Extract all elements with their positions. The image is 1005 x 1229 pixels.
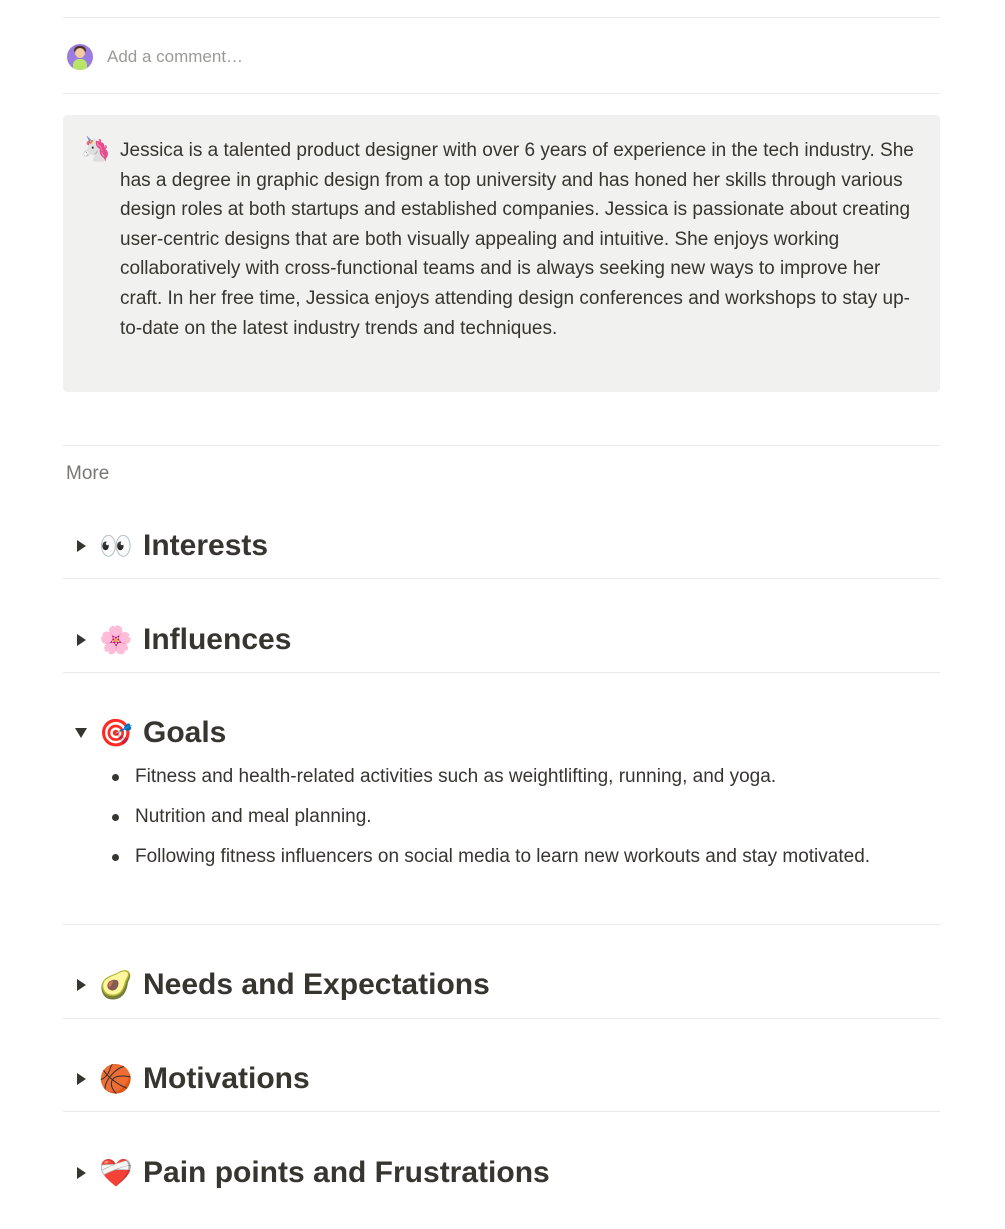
toggle-needs-and-expectations[interactable] [63, 962, 663, 1008]
avatar [67, 44, 93, 70]
mending-heart-icon: ❤️‍🩹 [99, 1158, 133, 1188]
divider [63, 17, 940, 18]
bullet-dot [112, 814, 119, 821]
toggle-arrow-down-icon[interactable] [63, 710, 97, 756]
heading-interests[interactable]: Interests [143, 529, 269, 562]
heading-needs-and-expectations[interactable]: Needs and Expectations [143, 968, 490, 1001]
bullet-dot [112, 854, 119, 861]
heading-influences[interactable]: Influences [143, 623, 292, 656]
divider [63, 445, 940, 446]
avocado-icon: 🥑 [99, 970, 133, 1000]
comment-row [67, 42, 607, 72]
toggle-influences[interactable] [63, 617, 663, 663]
toggle-arrow-right-icon[interactable] [63, 523, 97, 569]
divider [63, 1018, 940, 1019]
toggle-goals[interactable] [63, 710, 663, 756]
basketball-icon: 🏀 [99, 1064, 133, 1094]
toggle-arrow-right-icon[interactable] [63, 617, 97, 663]
cherry-blossom-icon: 🌸 [99, 625, 133, 655]
divider [63, 578, 940, 579]
more-label: More [66, 463, 110, 484]
goals-list [108, 760, 938, 880]
toggle-arrow-right-icon[interactable] [63, 1056, 97, 1102]
divider [63, 924, 940, 925]
list-item-text[interactable]: Fitness and health-related activities such as weightlifting, running, and yoga. [135, 766, 777, 787]
list-item[interactable] [108, 840, 938, 880]
list-item[interactable] [108, 800, 938, 840]
toggle-arrow-right-icon[interactable] [63, 1150, 97, 1196]
divider [63, 672, 940, 673]
toggle-arrow-right-icon[interactable] [63, 962, 97, 1008]
divider [63, 93, 940, 94]
unicorn-icon[interactable]: 🦄 [81, 136, 111, 163]
divider [63, 1111, 940, 1112]
target-icon: 🎯 [99, 718, 133, 748]
comment-input[interactable] [107, 47, 607, 67]
toggle-interests[interactable] [63, 523, 663, 569]
toggle-motivations[interactable] [63, 1056, 663, 1102]
heading-pain-points-and-frustrations[interactable]: Pain points and Frustrations [143, 1156, 550, 1189]
list-item-text[interactable]: Following fitness influencers on social media to learn new workouts and stay motivated. [135, 846, 871, 867]
list-item[interactable] [108, 760, 938, 800]
bio-callout [63, 115, 940, 392]
bullet-dot [112, 774, 119, 781]
heading-motivations[interactable]: Motivations [143, 1062, 310, 1095]
bio-text[interactable]: Jessica is a talented product designer with over 6 years of experience in the tech industry. She has a degree in graphic design from a top university and has honed her skills through various design roles at both startups and established companies. Jessica is passionate about creating user-centric designs that are both visually appealing and intuitive. She enjoys working collaboratively with cross-functional teams and is always seeking new ways to improve her craft. In her free time, Jessica enjoys attending design conferences and workshops to stay up-to-date on the latest industry trends and techniques. [120, 140, 914, 339]
heading-goals[interactable]: Goals [143, 716, 227, 749]
eyes-icon: 👀 [99, 531, 133, 561]
toggle-pain-points-and-frustrations[interactable] [63, 1150, 663, 1196]
list-item-text[interactable]: Nutrition and meal planning. [135, 806, 372, 827]
